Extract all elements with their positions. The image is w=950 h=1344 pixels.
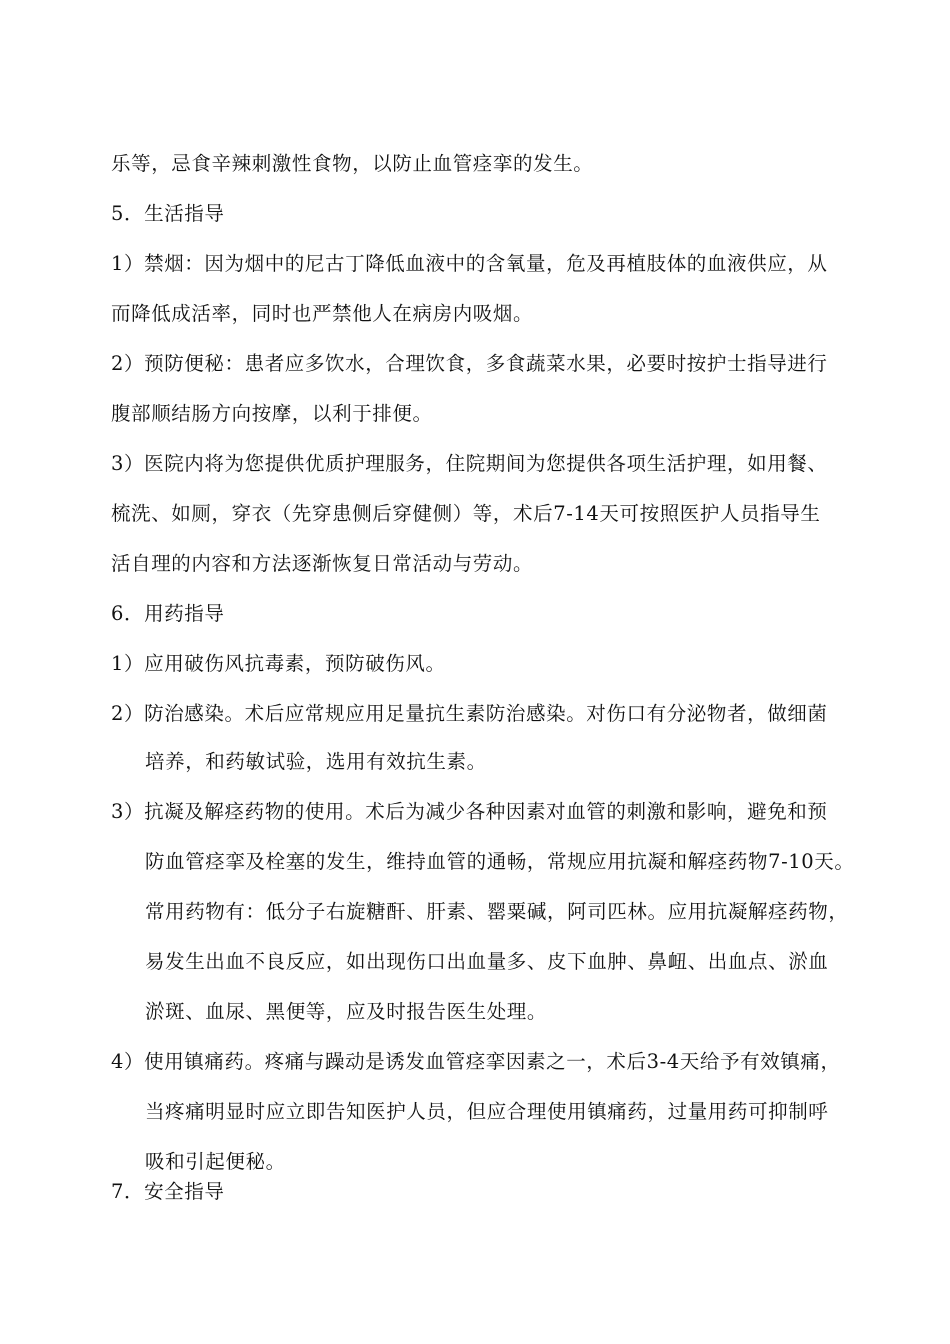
paragraph-line: 吸和引起便秘。 [145, 1150, 286, 1173]
paragraph-line: 活自理的内容和方法逐渐恢复日常活动与劳动。 [111, 552, 534, 575]
section-heading-life-guidance: 5．生活指导 [111, 202, 225, 225]
paragraph-line: 当疼痛明显时应立即告知医护人员，但应合理使用镇痛药，过量用药可抑制呼 [145, 1100, 829, 1123]
list-item-analgesic: 4）使用镇痛药。疼痛与躁动是诱发血管痉挛因素之一，术后3-4天给予有效镇痛， [111, 1050, 841, 1073]
list-item-smoking: 1）禁烟：因为烟中的尼古丁降低血液中的含氧量，危及再植肢体的血液供应，从 [111, 252, 828, 275]
paragraph-line: 防血管痉挛及栓塞的发生，维持血管的通畅，常规应用抗凝和解痉药物7-10天。 [145, 850, 855, 873]
paragraph-line: 梳洗、如厕，穿衣（先穿患侧后穿健侧）等，术后7-14天可按照医护人员指导生 [111, 502, 821, 525]
list-item-tetanus: 1）应用破伤风抗毒素，预防破伤风。 [111, 652, 446, 675]
list-item-infection: 2）防治感染。术后应常规应用足量抗生素防治感染。对伤口有分泌物者，做细菌 [111, 702, 828, 725]
section-heading-safety-guidance: 7．安全指导 [111, 1180, 225, 1203]
list-item-constipation: 2）预防便秘：患者应多饮水，合理饮食，多食蔬菜水果，必要时按护士指导进行 [111, 352, 828, 375]
paragraph-line: 培养，和药敏试验，选用有效抗生素。 [145, 750, 487, 773]
list-item-anticoagulant: 3）抗凝及解痉药物的使用。术后为减少各种因素对血管的刺激和影响，避免和预 [111, 800, 828, 823]
paragraph-line: 易发生出血不良反应，如出现伤口出血量多、皮下血肿、鼻衄、出血点、淤血 [145, 950, 829, 973]
section-heading-medication-guidance: 6．用药指导 [111, 602, 225, 625]
paragraph-line: 常用药物有：低分子右旋糖酐、肝素、罂粟碱，阿司匹林。应用抗凝解痉药物， [145, 900, 849, 923]
paragraph-line: 腹部顺结肠方向按摩，以利于排便。 [111, 402, 433, 425]
list-item-nursing-service: 3）医院内将为您提供优质护理服务，住院期间为您提供各项生活护理，如用餐、 [111, 452, 828, 475]
paragraph-line: 淤斑、血尿、黑便等，应及时报告医生处理。 [145, 1000, 548, 1023]
paragraph-line: 而降低成活率，同时也严禁他人在病房内吸烟。 [111, 302, 534, 325]
paragraph-line: 乐等，忌食辛辣刺激性食物，以防止血管痉挛的发生。 [111, 152, 594, 175]
